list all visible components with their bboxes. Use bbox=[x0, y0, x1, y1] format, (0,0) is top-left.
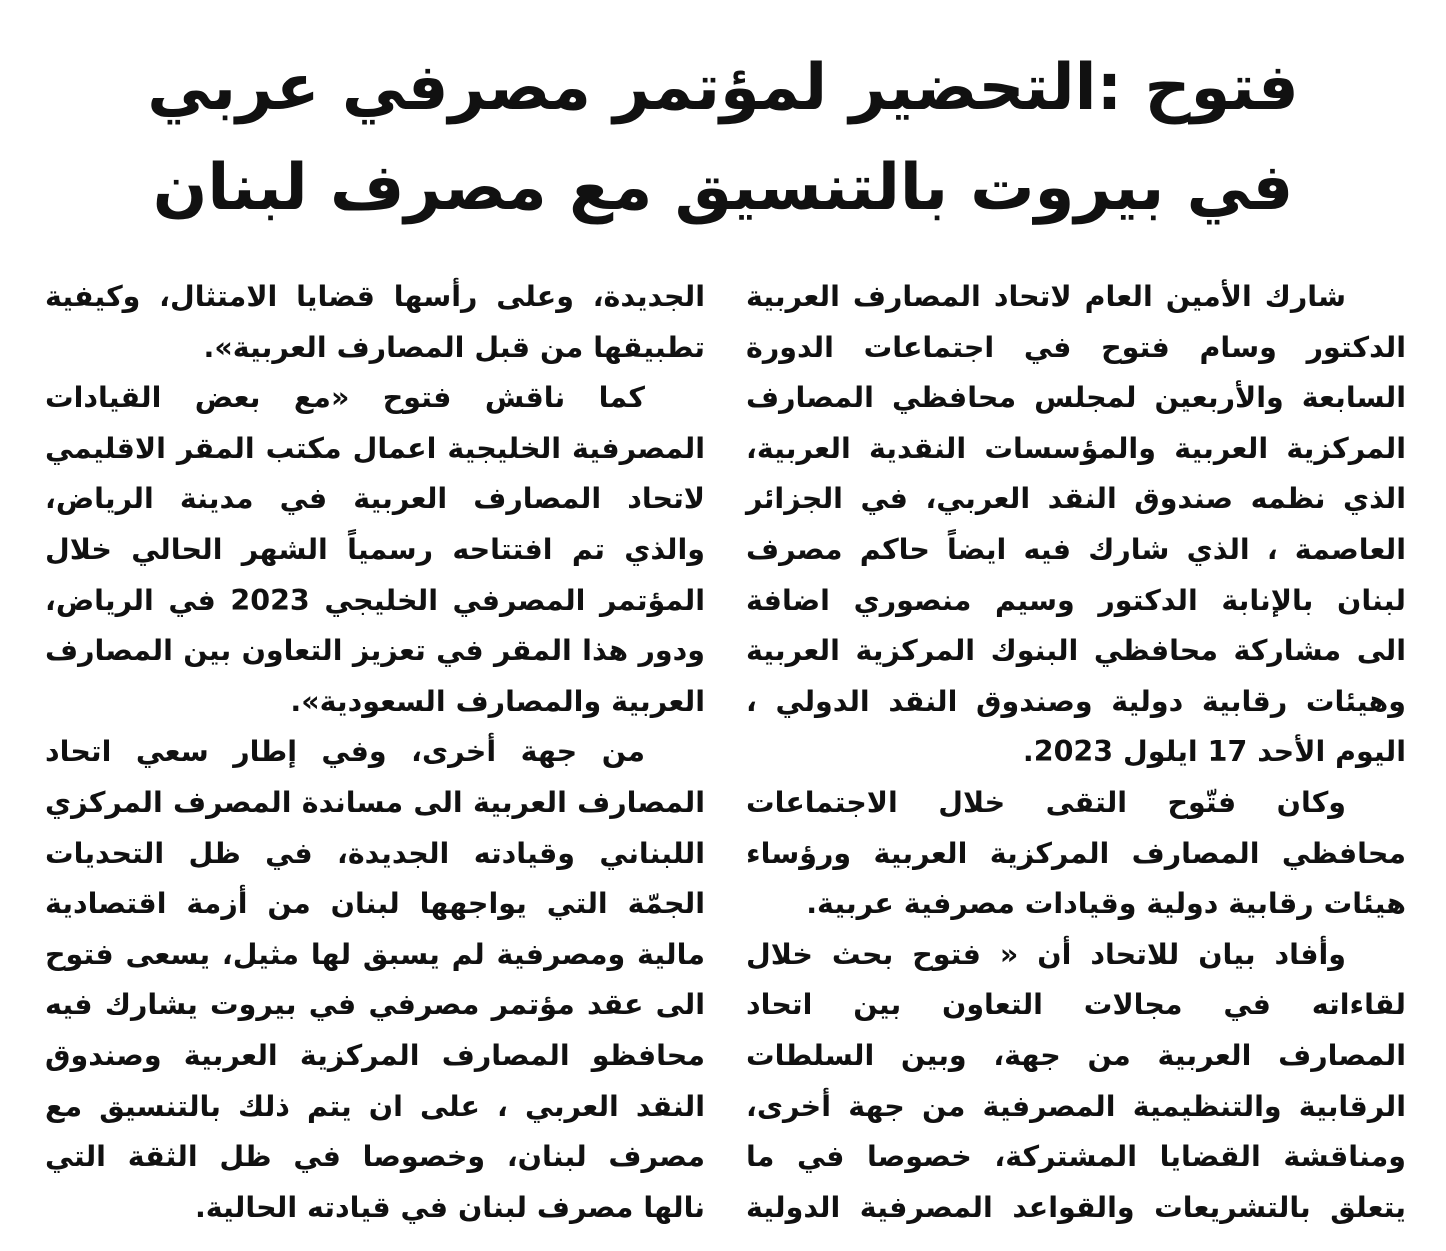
column-line: وكان فتّوح التقى خلال الاجتماعات bbox=[746, 785, 1346, 819]
column-line: يتعلق بالتشريعات والقواعد المصرفية الدولية bbox=[746, 1190, 1406, 1224]
column-line: لاتحاد المصارف العربية في مدينة الرياض، bbox=[45, 482, 705, 516]
column-line: لبنان بالإنابة الدكتور وسيم منصوري اضافة bbox=[746, 583, 1406, 617]
column-line: الدكتور وسام فتوح في اجتماعات الدورة bbox=[746, 330, 1406, 364]
column-line: وهيئات رقابية دولية وصندوق النقد الدولي ، bbox=[746, 684, 1406, 718]
article-column-left bbox=[45, 272, 705, 1233]
column-line: مصرف لبنان، وخصوصا في ظل الثقة التي bbox=[45, 1140, 705, 1174]
article-column-right bbox=[746, 272, 1406, 1233]
column-line: الى مشاركة محافظي البنوك المركزية العربية bbox=[746, 634, 1406, 668]
column-line: وأفاد بيان للاتحاد أن « فتوح بحث خلال bbox=[746, 937, 1346, 971]
headline-line-2: في بيروت بالتنسيق مع مصرف لبنان bbox=[152, 151, 1294, 225]
column-line: الجديدة، وعلى رأسها قضايا الامتثال، وكيفية bbox=[45, 280, 705, 313]
column-line: من جهة أخرى، وفي إطار سعي اتحاد bbox=[45, 735, 645, 769]
column-line: اليوم الأحد 17 ايلول 2023. bbox=[1022, 735, 1406, 769]
column-line: العربية والمصارف السعودية». bbox=[290, 684, 705, 718]
column-line: محافظو المصارف المركزية العربية وصندوق bbox=[45, 1038, 705, 1072]
column-line: المصارف العربية من جهة، وبين السلطات bbox=[746, 1038, 1406, 1072]
column-line: شارك الأمين العام لاتحاد المصارف العربية bbox=[746, 280, 1346, 313]
column-line: نالها مصرف لبنان في قيادته الحالية. bbox=[194, 1190, 705, 1224]
column-line: كما ناقش فتوح «مع بعض القيادات bbox=[45, 381, 645, 415]
article-headline bbox=[60, 38, 1386, 238]
column-line: المصارف العربية الى مساندة المصرف المركزي bbox=[45, 785, 705, 819]
column-line: العاصمة ، الذي شارك فيه ايضاً حاكم مصرف bbox=[746, 532, 1406, 566]
column-line: الذي نظمه صندوق النقد العربي، في الجزائر bbox=[746, 482, 1406, 516]
column-line: مالية ومصرفية لم يسبق لها مثيل، يسعى فتوح bbox=[45, 937, 705, 971]
column-line: المؤتمر المصرفي الخليجي 2023 في الرياض، bbox=[45, 583, 705, 617]
column-line: المركزية العربية والمؤسسات النقدية العربية، bbox=[746, 431, 1406, 465]
column-line: ومناقشة القضايا المشتركة، خصوصا في ما bbox=[746, 1140, 1406, 1174]
column-line: محافظي المصارف المركزية العربية ورؤساء bbox=[746, 836, 1406, 870]
column-line: المصرفية الخليجية اعمال مكتب المقر الاقليمي bbox=[45, 431, 705, 465]
column-line: هيئات رقابية دولية وقيادات مصرفية عربية. bbox=[806, 887, 1406, 921]
column-line: ودور هذا المقر في تعزيز التعاون بين المصارف bbox=[45, 634, 705, 668]
column-line: اللبناني وقيادته الجديدة، في ظل التحديات bbox=[45, 836, 705, 870]
column-line: والذي تم افتتاحه رسمياً الشهر الحالي خلال bbox=[45, 532, 705, 566]
column-line: الجمّة التي يواجهها لبنان من أزمة اقتصادية bbox=[45, 887, 705, 921]
column-line: النقد العربي ، على ان يتم ذلك بالتنسيق مع bbox=[45, 1089, 705, 1123]
column-line: الرقابية والتنظيمية المصرفية من جهة أخرى، bbox=[746, 1089, 1406, 1123]
column-line: تطبيقها من قبل المصارف العربية». bbox=[203, 330, 705, 364]
column-line: السابعة والأربعين لمجلس محافظي المصارف bbox=[746, 381, 1406, 415]
headline-line-1: فتوح :التحضير لمؤتمر مصرفي عربي bbox=[147, 51, 1299, 125]
column-line: الى عقد مؤتمر مصرفي في بيروت يشارك فيه bbox=[45, 988, 705, 1022]
column-line: لقاءاته في مجالات التعاون بين اتحاد bbox=[746, 988, 1406, 1022]
